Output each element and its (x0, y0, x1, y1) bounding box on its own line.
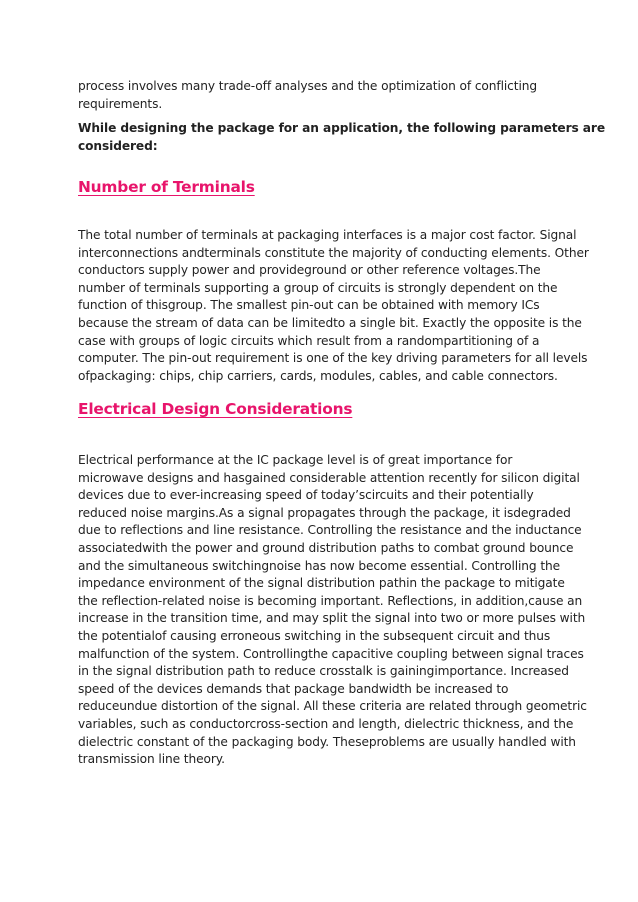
text-line: microwave designs and hasgained considerable attention recently for silicon digital (78, 470, 580, 485)
text-line: the reflection-related noise is becoming important. Reflections, in addition,cause an (78, 593, 583, 608)
text-line: number of terminals supporting a group of circuits is strongly dependent on the (78, 280, 558, 295)
section-heading-electrical-design: Electrical Design Considerations (78, 400, 353, 418)
text-line: malfunction of the system. Controllingthe capacitive coupling between signal traces (78, 646, 584, 661)
section-body-electrical-design (78, 452, 587, 769)
text-line: function of thisgroup. The smallest pin-out can be obtained with memory ICs (78, 298, 540, 313)
text-line: because the stream of data can be limitedto a single bit. Exactly the opposite is the (78, 315, 582, 330)
text-line: increase in the transition time, and may split the signal into two or more pulses with (78, 611, 586, 626)
text-line: due to reflections and line resistance. Controlling the resistance and the inductance (78, 523, 582, 538)
text-line: The total number of terminals at packaging interfaces is a major cost factor. Signal (78, 228, 577, 242)
intro-paragraph (78, 78, 568, 113)
text-line: in the signal distribution path to reduce crosstalk is gainingimportance. Increased (78, 664, 569, 679)
text-line: considered: (78, 138, 158, 153)
text-line: computer. The pin-out requirement is one of the key driving parameters for all levels (78, 351, 588, 366)
text-line: associatedwith the power and ground distribution paths to combat ground bounce (78, 540, 574, 555)
text-line: process involves many trade-off analyses and the optimization of conflicting (78, 79, 537, 93)
text-line: Electrical performance at the IC package level is of great importance for (78, 453, 513, 467)
text-line: requirements. (78, 96, 163, 111)
text-line: reduceundue distortion of the signal. All these criteria are related through geometric (78, 699, 587, 714)
text-line: case with groups of logic circuits which result from a randompartitioning of a (78, 333, 540, 348)
text-line: interconnections andterminals constitute the majority of conducting elements. Other (78, 245, 589, 260)
parameters-note (78, 120, 605, 155)
text-line: transmission line theory. (78, 752, 225, 767)
text-line: impedance environment of the signal distribution pathin the package to mitigate (78, 576, 565, 591)
text-line: ofpackaging: chips, chip carriers, cards, modules, cables, and cable connectors. (78, 368, 558, 383)
text-line: reduced noise margins.As a signal propagates through the package, it isdegraded (78, 505, 571, 520)
text-line: variables, such as conductorcross-section and length, dielectric thickness, and the (78, 716, 574, 731)
text-line: and the simultaneous switchingnoise has now become essential. Controlling the (78, 558, 561, 573)
section-heading-number-of-terminals: Number of Terminals (78, 178, 255, 196)
text-line: speed of the devices demands that package bandwidth be increased to (78, 681, 509, 696)
text-line: conductors supply power and provideground or other reference voltages.The (78, 263, 541, 278)
text-line: devices due to ever-increasing speed of today’scircuits and their potentially (78, 488, 534, 503)
section-body-number-of-terminals (78, 227, 589, 385)
text-line: While designing the package for an application, the following parameters are (78, 121, 605, 135)
text-line: the potentialof causing erroneous switching in the subsequent circuit and thus (78, 628, 551, 643)
text-line: dielectric constant of the packaging body. Theseproblems are usually handled with (78, 734, 576, 749)
